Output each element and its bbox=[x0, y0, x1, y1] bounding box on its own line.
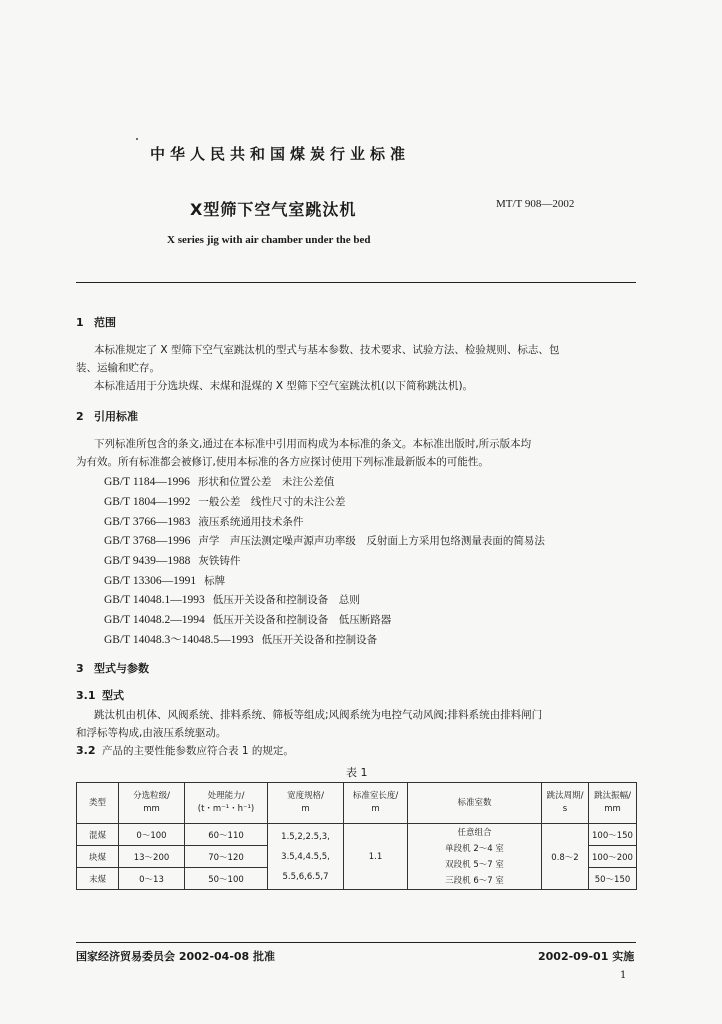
section-3-1-heading: 3.1 型式 bbox=[76, 689, 124, 702]
approval-line: 国家经济贸易委员会 2002-04-08 批准 bbox=[76, 950, 276, 963]
section-3-2-statement: 3.2 产品的主要性能参数应符合表 1 的规定。 bbox=[76, 744, 294, 757]
implementation-date: 2002-09-01 实施 bbox=[538, 950, 635, 963]
cell-size: 0～100 bbox=[119, 824, 185, 846]
footer-divider bbox=[76, 942, 636, 943]
cell-amplitude: 100～200 bbox=[589, 846, 637, 868]
page-number: 1 bbox=[620, 970, 627, 981]
cell-type: 混煤 bbox=[77, 824, 119, 846]
cell-type: 块煤 bbox=[77, 846, 119, 868]
section-1-paragraph-1-line-2: 装、运输和贮存。 bbox=[76, 362, 160, 374]
table-header-row bbox=[77, 783, 637, 824]
table-row bbox=[77, 824, 637, 846]
section-1-paragraph-2: 本标准适用于分选块煤、末煤和混煤的 X 型筛下空气室跳汰机(以下简称跳汰机)。 bbox=[94, 380, 474, 392]
cell-width-values: 1.5,2,2.5,3, 3.5,4,4.5,5, 5.5,6,6.5,7 bbox=[268, 824, 344, 890]
header-width: 宽度规格/ m bbox=[268, 783, 344, 824]
header-jig-amplitude: 跳汰振幅/ mm bbox=[589, 783, 637, 824]
cell-amplitude: 50～150 bbox=[589, 868, 637, 890]
parameters-table bbox=[76, 782, 637, 890]
cell-capacity: 70～120 bbox=[185, 846, 268, 868]
header-capacity: 处理能力/ (t・m⁻¹・h⁻¹) bbox=[185, 783, 268, 824]
header-chamber-count: 标准室数 bbox=[408, 783, 542, 824]
reference-item: GB/T 14048.2—1994 低压开关设备和控制设备 低压断路器 bbox=[104, 614, 392, 626]
page-title: X型筛下空气室跳汰机 bbox=[190, 200, 357, 219]
header-type: 类型 bbox=[77, 783, 119, 824]
reference-item: GB/T 13306—1991 标牌 bbox=[104, 575, 226, 587]
cell-chamber-length: 1.1 bbox=[344, 824, 408, 890]
section-3-heading: 3 型式与参数 bbox=[76, 662, 149, 675]
cell-size: 13～200 bbox=[119, 846, 185, 868]
section-3-1-line-2: 和浮标等构成,由液压系统驱动。 bbox=[76, 727, 227, 739]
cell-jig-cycle: 0.8～2 bbox=[542, 824, 589, 890]
issuing-organization: 中华人民共和国煤炭行业标准 bbox=[150, 145, 411, 163]
reference-item: GB/T 3766—1983 液压系统通用技术条件 bbox=[104, 516, 304, 528]
header-size-grade: 分选粒级/ mm bbox=[119, 783, 185, 824]
section-2-paragraph-line-1: 下列标准所包含的条文,通过在本标准中引用而构成为本标准的条文。本标准出版时,所示版本均 bbox=[94, 438, 532, 450]
section-2-paragraph-line-2: 为有效。所有标准都会被修订,使用本标准的各方应探讨使用下列标准最新版本的可能性。 bbox=[76, 456, 489, 468]
section-2-heading: 2 引用标准 bbox=[76, 410, 138, 423]
reference-item: GB/T 14048.3～14048.5—1993 低压开关设备和控制设备 bbox=[104, 634, 378, 646]
standard-number: MT/T 908—2002 bbox=[496, 198, 575, 210]
reference-item: GB/T 1184—1996 形状和位置公差 未注公差值 bbox=[104, 476, 335, 488]
cell-chamber-modes: 任意组合 单段机 2～4 室 双段机 5～7 室 三段机 6～7 室 bbox=[408, 824, 542, 890]
section-1-paragraph-1-line-1: 本标准规定了 X 型筛下空气室跳汰机的型式与基本参数、技术要求、试验方法、检验规则、标志、包 bbox=[94, 344, 560, 356]
reference-item: GB/T 1804—1992 一般公差 线性尺寸的未注公差 bbox=[104, 496, 346, 508]
english-title: X series jig with air chamber under the bed bbox=[167, 234, 371, 246]
section-3-1-line-1: 跳汰机由机体、风阀系统、排料系统、筛板等组成;风阀系统为电控气动风阀;排料系统由排料闸门 bbox=[94, 709, 543, 721]
table-caption: 表 1 bbox=[346, 766, 368, 779]
reference-item: GB/T 3768—1996 声学 声压法测定噪声源声功率级 反射面上方采用包络测量表面的简易法 bbox=[104, 535, 545, 547]
cell-capacity: 60～110 bbox=[185, 824, 268, 846]
cell-amplitude: 100～150 bbox=[589, 824, 637, 846]
cell-capacity: 50～100 bbox=[185, 868, 268, 890]
header-divider bbox=[76, 282, 636, 283]
header-jig-cycle: 跳汰周期/ s bbox=[542, 783, 589, 824]
cell-size: 0～13 bbox=[119, 868, 185, 890]
cell-type: 末煤 bbox=[77, 868, 119, 890]
section-1-heading: 1 范围 bbox=[76, 316, 116, 329]
reference-item: GB/T 14048.1—1993 低压开关设备和控制设备 总则 bbox=[104, 594, 360, 606]
header-chamber-length: 标准室长度/ m bbox=[344, 783, 408, 824]
scan-speck bbox=[136, 138, 138, 140]
reference-item: GB/T 9439—1988 灰铁铸件 bbox=[104, 555, 241, 567]
